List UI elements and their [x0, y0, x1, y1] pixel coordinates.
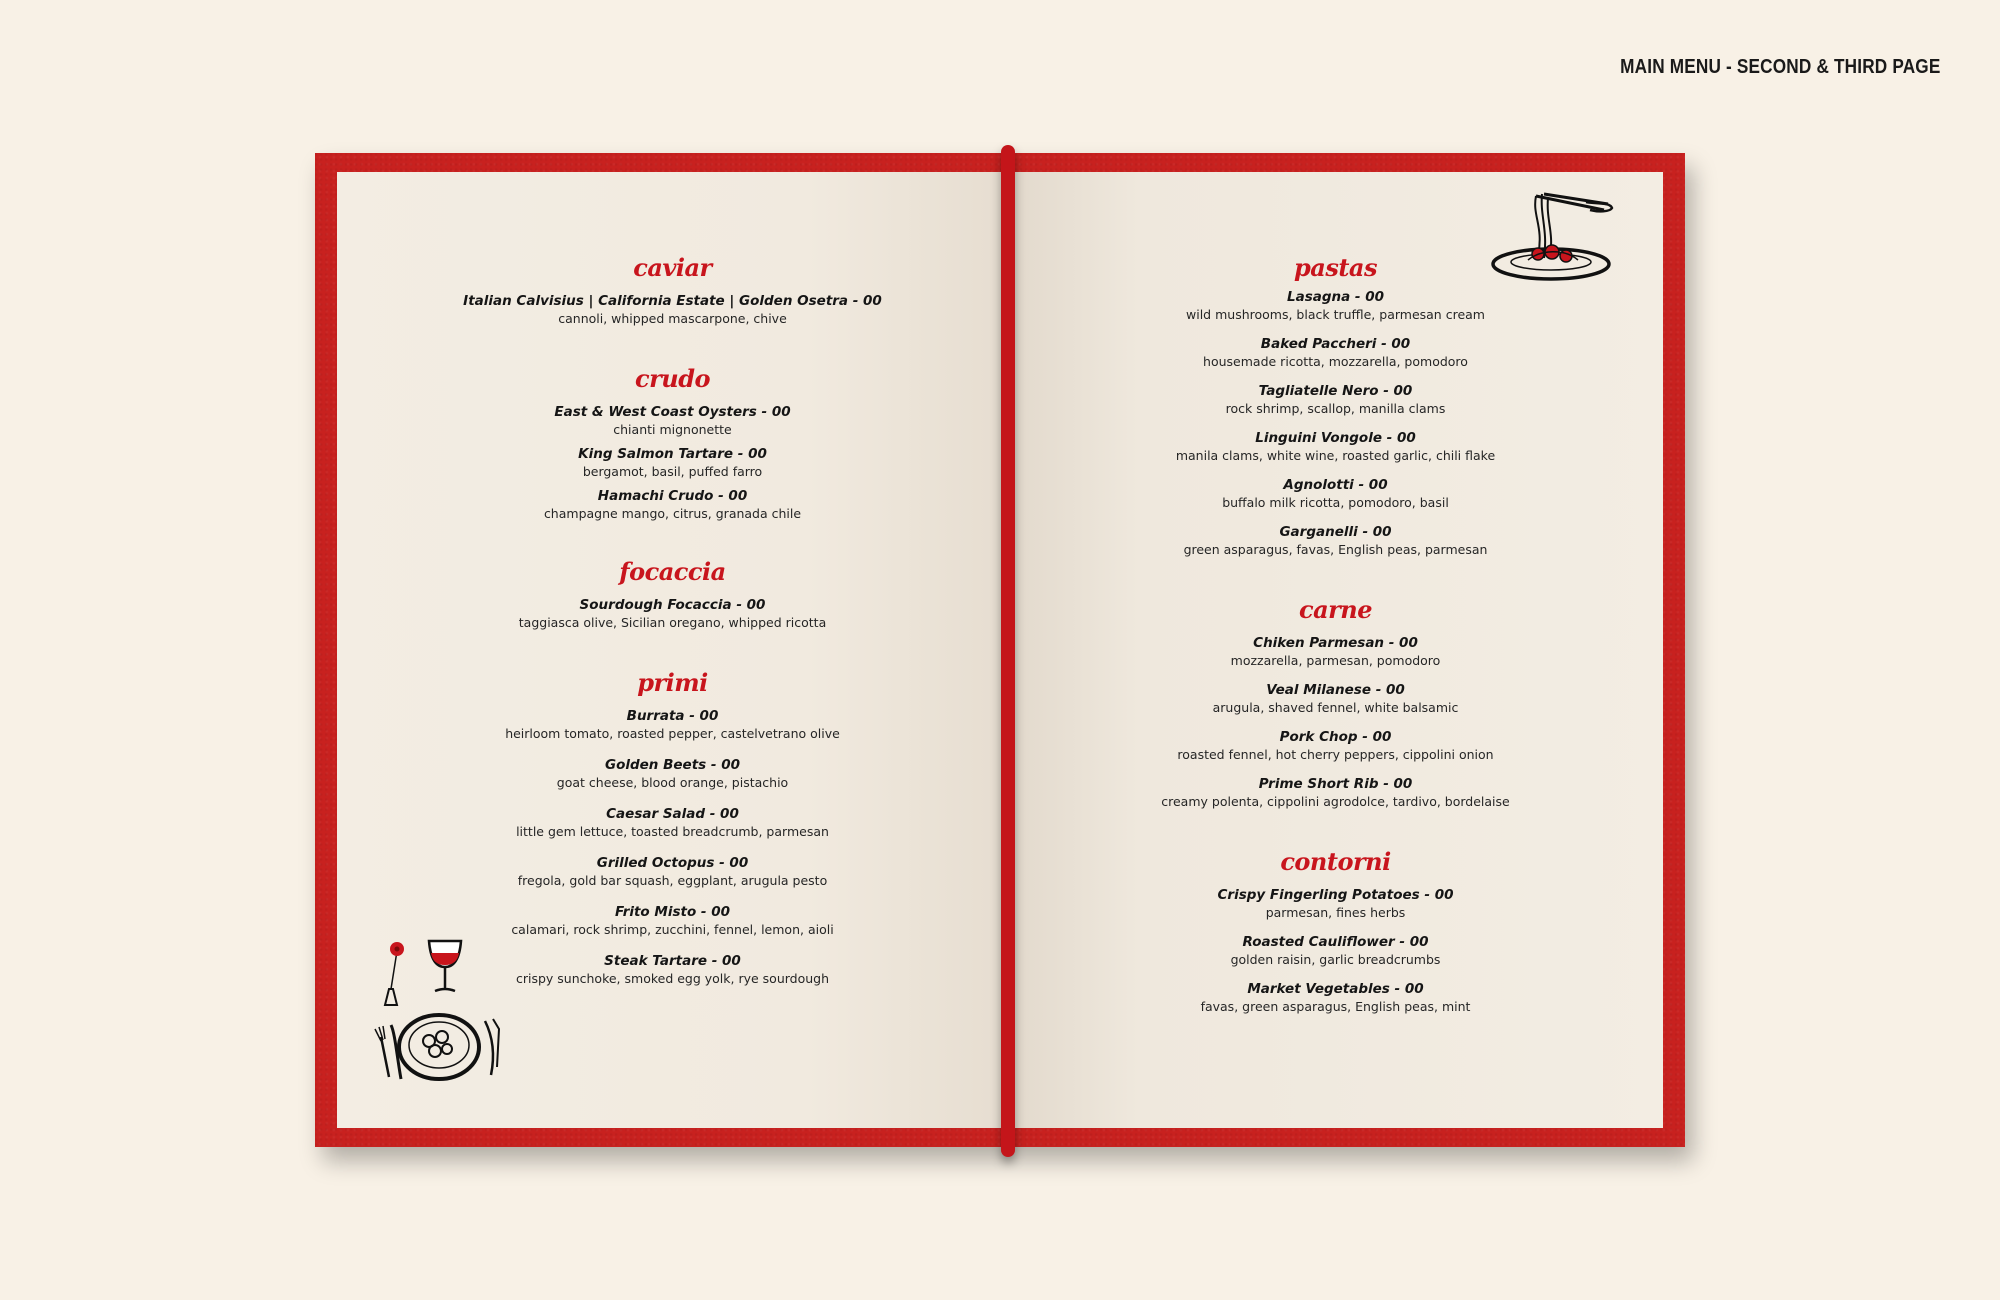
item-name: Prime Short Rib - 00 — [1258, 776, 1413, 792]
item-desc: crispy sunchoke, smoked egg yolk, rye sourdough — [515, 971, 830, 986]
item-desc: favas, green asparagus, English peas, mint — [1200, 999, 1471, 1014]
menu-item — [337, 903, 1008, 938]
item-name: Garganelli - 00 — [1279, 524, 1392, 540]
item-desc: creamy polenta, cippolini agrodolce, tardivo, bordelaise — [1161, 794, 1510, 809]
item-desc: little gem lettuce, toasted breadcrumb, parmesan — [516, 824, 829, 839]
item-name: King Salmon Tartare - 00 — [578, 446, 767, 462]
item-name: Hamachi Crudo - 00 — [597, 488, 748, 504]
item-desc: wild mushrooms, black truffle, parmesan cream — [1186, 307, 1485, 322]
item-desc: cannoli, whipped mascarpone, chive — [558, 311, 787, 326]
item-desc: roasted fennel, hot cherry peppers, cippolini onion — [1177, 747, 1494, 762]
item-desc: calamari, rock shrimp, zucchini, fennel, lemon, aioli — [511, 922, 834, 937]
menu-item — [1008, 728, 1663, 763]
menu-item — [337, 445, 1008, 480]
item-desc: parmesan, fines herbs — [1265, 905, 1406, 920]
menu-item — [1008, 429, 1663, 464]
item-name: Linguini Vongole - 00 — [1255, 430, 1416, 446]
item-name: Caesar Salad - 00 — [606, 806, 739, 822]
menu-book — [315, 153, 1685, 1147]
menu-item — [1008, 335, 1663, 370]
item-name: Italian Calvisius | California Estate | Golden Osetra - 00 — [463, 293, 882, 309]
item-name: Burrata - 00 — [626, 708, 719, 724]
item-desc: mozzarella, parmesan, pomodoro — [1230, 653, 1441, 668]
item-name: Crispy Fingerling Potatoes - 00 — [1217, 887, 1454, 903]
left-column — [337, 253, 1008, 1027]
item-name: Grilled Octopus - 00 — [596, 855, 749, 871]
book-spine — [1001, 145, 1015, 1157]
left-page — [337, 172, 1008, 1128]
item-name: East & West Coast Oysters - 00 — [554, 404, 791, 420]
menu-item — [1008, 382, 1663, 417]
item-name: Roasted Cauliflower - 00 — [1242, 934, 1429, 950]
section-contorni — [1008, 847, 1663, 1015]
item-name: Frito Misto - 00 — [614, 904, 731, 920]
section-caviar — [337, 253, 1008, 327]
item-name: Agnolotti - 00 — [1283, 477, 1388, 493]
section-title: pastas — [1294, 253, 1377, 282]
item-desc: housemade ricotta, mozzarella, pomodoro — [1203, 354, 1468, 369]
item-name: Tagliatelle Nero - 00 — [1258, 383, 1413, 399]
menu-item — [337, 292, 1008, 327]
table-setting-icon — [367, 937, 517, 1087]
menu-item — [1008, 476, 1663, 511]
section-title: contorni — [1280, 847, 1391, 876]
menu-item — [1008, 980, 1663, 1015]
item-desc: arugula, shaved fennel, white balsamic — [1212, 700, 1459, 715]
item-name: Lasagna - 00 — [1286, 289, 1385, 305]
item-desc: chianti mignonette — [613, 422, 732, 437]
item-name: Pork Chop - 00 — [1279, 729, 1392, 745]
menu-item — [337, 756, 1008, 791]
menu-item — [337, 487, 1008, 522]
item-desc: rock shrimp, scallop, manilla clams — [1225, 401, 1446, 416]
right-column — [1008, 253, 1663, 1055]
menu-item — [1008, 634, 1663, 669]
item-desc: taggiasca olive, Sicilian oregano, whipped ricotta — [518, 615, 827, 630]
item-desc: fregola, gold bar squash, eggplant, arugula pesto — [517, 873, 828, 888]
section-pastas — [1008, 253, 1663, 558]
item-name: Chiken Parmesan - 00 — [1253, 635, 1418, 651]
item-name: Steak Tartare - 00 — [604, 953, 741, 969]
menu-item — [1008, 681, 1663, 716]
menu-item — [337, 596, 1008, 631]
section-title: caviar — [633, 253, 712, 282]
menu-item — [337, 805, 1008, 840]
item-name: Market Vegetables - 00 — [1247, 981, 1424, 997]
menu-item — [1008, 933, 1663, 968]
item-desc: buffalo milk ricotta, pomodoro, basil — [1222, 495, 1449, 510]
section-title: carne — [1298, 595, 1373, 624]
section-title: crudo — [635, 364, 710, 393]
section-crudo — [337, 364, 1008, 522]
menu-item — [337, 707, 1008, 742]
item-name: Sourdough Focaccia - 00 — [579, 597, 766, 613]
item-desc: heirloom tomato, roasted pepper, castelvetrano olive — [505, 726, 840, 741]
menu-item — [337, 403, 1008, 438]
menu-item — [337, 854, 1008, 889]
section-carne — [1008, 595, 1663, 810]
menu-item — [1008, 523, 1663, 558]
item-desc: champagne mango, citrus, granada chile — [543, 506, 802, 521]
item-name: Baked Paccheri - 00 — [1260, 336, 1411, 352]
section-focaccia — [337, 557, 1008, 631]
section-title: focaccia — [619, 557, 726, 586]
pasta-plate-icon — [1486, 186, 1626, 296]
item-desc: manila clams, white wine, roasted garlic, chili flake — [1175, 448, 1496, 463]
item-name: Veal Milanese - 00 — [1266, 682, 1405, 698]
right-page — [1008, 172, 1663, 1128]
menu-item — [1008, 886, 1663, 921]
item-desc: green asparagus, favas, English peas, parmesan — [1183, 542, 1488, 557]
menu-item — [1008, 775, 1663, 810]
item-desc: golden raisin, garlic breadcrumbs — [1230, 952, 1441, 967]
page-title: MAIN MENU - SECOND & THIRD PAGE — [1619, 56, 1940, 78]
item-desc: bergamot, basil, puffed farro — [582, 464, 763, 479]
item-name: Golden Beets - 00 — [605, 757, 740, 773]
item-desc: goat cheese, blood orange, pistachio — [556, 775, 789, 790]
section-title: primi — [637, 668, 708, 697]
